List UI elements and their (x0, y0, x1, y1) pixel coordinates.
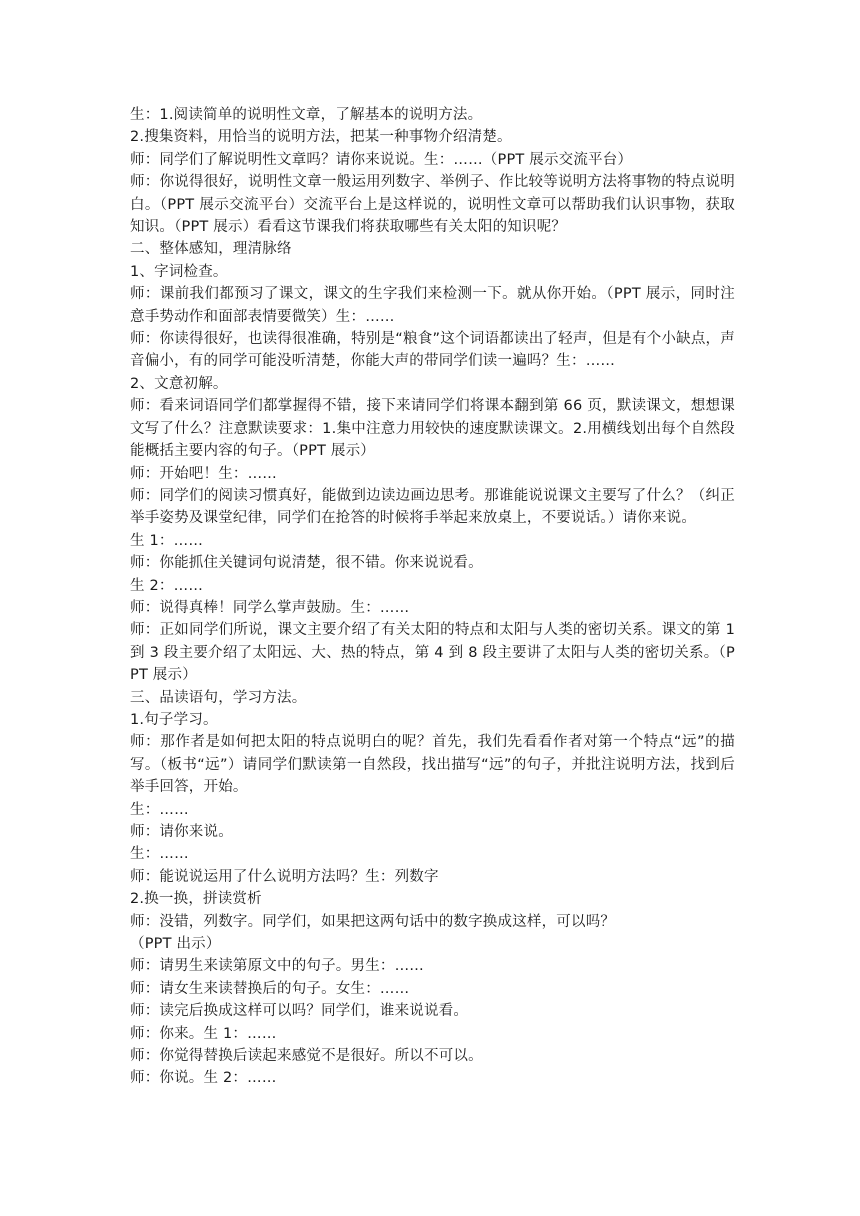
paragraph: 师：你觉得替换后读起来感觉不是很好。所以不可以。 (130, 1048, 483, 1065)
paragraph: 师：你来。生 1：…… (130, 1025, 277, 1042)
paragraph: 师：你说得很好，说明性文章一般运用列数字、举例子、作比较等说明方法将事物的特点说明白。（PPT 展示交流平台）交流平台上是这样说的，说明性文章可以帮助我们认识事物，获取知识。（PPT 展示）看看这节课我们将获取哪些有关太阳的知识呢？ (130, 174, 735, 236)
paragraph: （PPT 出示） (130, 936, 221, 953)
paragraph: 师：开始吧！生：…… (130, 465, 277, 482)
paragraph: 生 2：…… (130, 577, 204, 594)
paragraph: 师：同学们的阅读习惯真好，能做到边读边画边思考。那谁能说说课文主要写了什么？（纠正举手姿势及课堂纪律，同学们在抢答的时候将手举起来放桌上，不要说话。）请你来说。 (130, 487, 735, 527)
paragraph: 师：请你来说。 (130, 824, 233, 840)
paragraph: 生：…… (130, 801, 189, 818)
document-page (130, 104, 740, 1090)
paragraph: 生 1：…… (130, 532, 204, 549)
paragraph: 生：…… (130, 846, 189, 863)
subsection-heading: 1.句子学习。 (130, 711, 218, 728)
paragraph: 师：你说。生 2：…… (130, 1070, 277, 1087)
paragraph: 师：看来词语同学们都掌握得不错，接下来请同学们将课本翻到第 66 页，默读课文，想想课文写了什么？注意默读要求：1.集中注意力用较快的速度默读课文。2.用横线划出每个自然段能概括主要内容的句子。（PPT 展示） (130, 398, 735, 460)
paragraph: 师：说得真棒！同学么掌声鼓励。生：…… (130, 599, 410, 616)
paragraph: 师：那作者是如何把太阳的特点说明白的呢？首先，我们先看看作者对第一个特点“远”的描写。（板书“远”）请同学们默读第一自然段，找出描写“远”的句子，并批注说明方法，找到后举手回答，开始。 (130, 734, 735, 796)
section-heading: 三、品读语句，学习方法。 (130, 689, 307, 706)
paragraph: 生：1.阅读简单的说明性文章，了解基本的说明方法。 (130, 107, 483, 123)
paragraph: 师：你读得很好，也读得很准确，特别是“粮食”这个词语都读出了轻声，但是有个小缺点，声音偏小，有的同学可能没听清楚，你能大声的带同学们读一遍吗？生：…… (130, 331, 735, 370)
subsection-heading: 1、字词检查。 (130, 263, 228, 280)
paragraph: 师：请男生来读第原文中的句子。男生：…… (130, 958, 424, 975)
paragraph: 师：同学们了解说明性文章吗？请你来说说。生：……（PPT 展示交流平台） (130, 151, 633, 168)
paragraph: 师：课前我们都预习了课文，课文的生字我们来检测一下。就从你开始。（PPT 展示，同时注意手势动作和面部表情要微笑）生：…… (130, 286, 735, 325)
subsection-heading: 2、文意初解。 (130, 375, 228, 392)
paragraph: 2.搜集资料，用恰当的说明方法，把某一种事物介绍清楚。 (130, 129, 512, 146)
paragraph: 师：能说说运用了什么说明方法吗？生：列数字 (130, 868, 439, 885)
paragraph: 师：你能抓住关键词句说清楚，很不错。你来说说看。 (130, 555, 483, 572)
paragraph: 师：读完后换成这样可以吗？同学们，谁来说说看。 (130, 1003, 469, 1020)
subsection-heading: 2.换一换，拼读赏析 (130, 891, 262, 908)
paragraph: 师：请女生来读替换后的句子。女生：…… (130, 980, 410, 997)
paragraph: 师：正如同学们所说，课文主要介绍了有关太阳的特点和太阳与人类的密切关系。课文的第 1 到 3 段主要介绍了太阳远、大、热的特点，第 4 到 8 段主要讲了太阳与人类的密切关系。（PPT 展示） (130, 622, 740, 684)
paragraph: 师：没错，列数字。同学们，如果把这两句话中的数字换成这样，可以吗？ (130, 913, 616, 930)
section-heading: 二、整体感知，理清脉络 (130, 241, 292, 258)
